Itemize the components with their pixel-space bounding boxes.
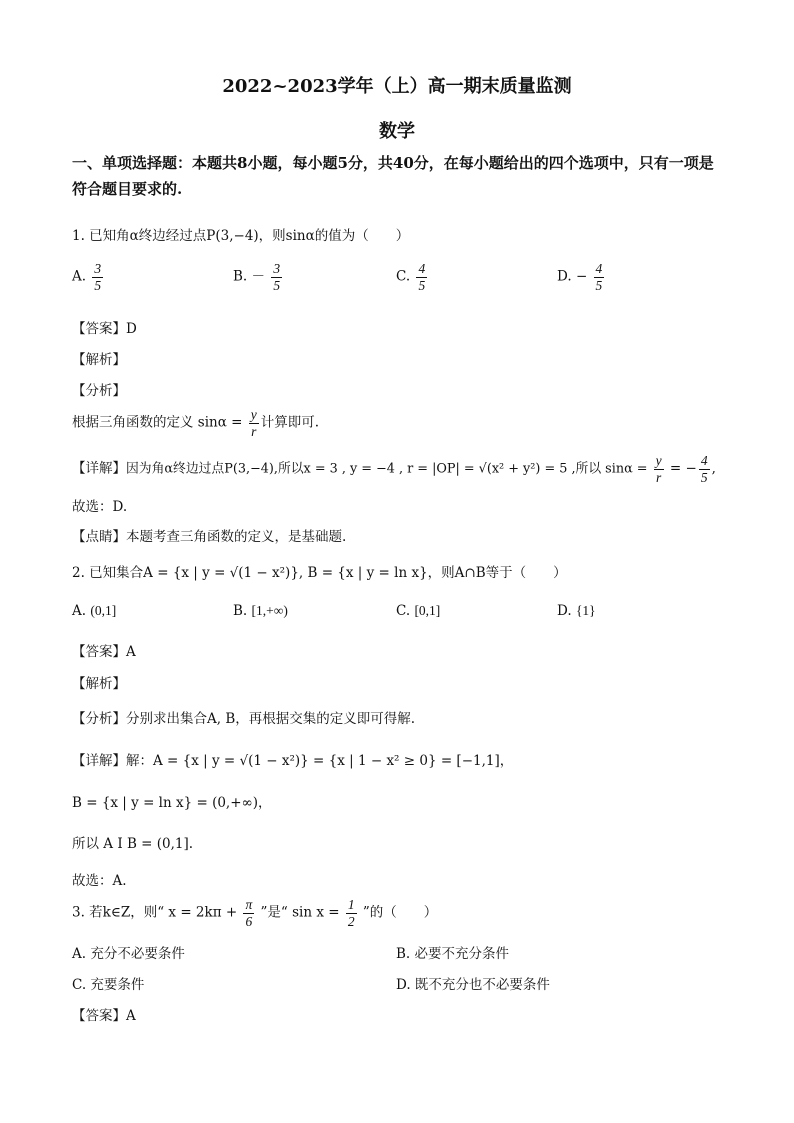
q1-option-d-label: D. <box>557 268 572 285</box>
section-heading: 一、单项选择题：本题共8小题，每小题5分，共40分，在每小题给出的四个选项中，只有一项是符合题目要求的. <box>72 154 714 198</box>
q2-option-b: B. [1,+∞) <box>233 603 288 619</box>
subject-title: 数学 <box>379 121 415 142</box>
q3-stem-fraction-2: $\frac{1}{2}$ <box>347 897 355 929</box>
q3-stem-fraction-1: $\frac{\pi}{6}$ <box>245 897 253 929</box>
q2-fenxi: 【分析】分别求出集合A, B，再根据交集的定义即可得解. <box>72 711 416 727</box>
q1-fenxi-tag: 【分析】 <box>72 383 126 399</box>
q2-xiangjie-2: B = {x | y = ln x} = (0,+∞)， <box>72 795 272 811</box>
q1-option-b-sign: － <box>251 268 266 285</box>
q1-xiangjie-fraction-1: $\frac{y}{r}$ <box>655 453 662 485</box>
q2-option-d: D. {1} <box>557 603 596 619</box>
q1-option-c <box>396 262 429 292</box>
q1-option-b-label: B. <box>233 268 248 285</box>
q3-answer: 【答案】A <box>72 1008 136 1024</box>
q1-answer: 【答案】D <box>72 321 137 337</box>
q1-option-d-fraction: $\frac{4}{5}$ <box>595 261 603 293</box>
q2-answer: 【答案】A <box>72 644 136 660</box>
q3-option-d: D. 既不充分也不必要条件 <box>396 977 550 993</box>
q2-stem: 2. 已知集合A = {x | y = √(1 − x²)}, B = {x | y = ln x}，则A∩B等于（ ） <box>72 565 567 581</box>
q1-option-c-fraction: $\frac{4}{5}$ <box>418 261 426 293</box>
q1-fenxi-text: 根据三角函数的定义 sinα = $\frac{y}{r}$ 计算即可. <box>72 407 320 439</box>
q1-option-d <box>557 262 606 292</box>
q2-xiangjie-1: 【详解】解：A = {x | y = √(1 − x²)} = {x | 1 − x² ≥ 0} = [−1,1]， <box>72 753 514 769</box>
q3-stem: 3. 若k∈Z，则“ x = 2kπ + $\frac{\pi}{6}$ ”是“ sin x = $\frac{1}{2}$ ”的（ ） <box>72 897 438 929</box>
q1-option-b-fraction: $\frac{3}{5}$ <box>273 261 281 293</box>
q1-option-a-label: A. <box>72 268 87 285</box>
q2-jiexi: 【解析】 <box>72 676 126 692</box>
q1-option-c-label: C. <box>396 268 411 285</box>
q1-xiangjie-fraction-2: $\frac{4}{5}$ <box>700 453 708 485</box>
q3-option-b: B. 必要不充分条件 <box>396 946 510 962</box>
q1-stem: 1. 已知角α终边经过点P(3,−4)，则sinα的值为（ ） <box>72 228 410 244</box>
q1-option-a <box>72 262 105 292</box>
q3-option-a: A. 充分不必要条件 <box>72 946 185 962</box>
q1-xiangjie: 【详解】因为角α终边过点P(3,−4),所以x = 3 , y = −4 , r = |OP| = √(x² + y²) = 5 ,所以 sinα = $\frac{y}{r}$ = − $\frac{4}{5}$ , <box>72 453 716 485</box>
q2-option-c: C. [0,1] <box>396 603 441 619</box>
exam-title: 2022~2023学年（上）高一期末质量监测 <box>222 76 572 97</box>
q1-choose: 故选：D. <box>72 499 128 515</box>
q1-option-d-sign: − <box>575 268 588 285</box>
q1-dianjing: 【点睛】本题考查三角函数的定义，是基础题. <box>72 529 347 545</box>
q1-option-a-fraction: $\frac{3}{5}$ <box>94 261 102 293</box>
q1-option-b <box>233 262 284 292</box>
q2-choose: 故选：A. <box>72 873 127 889</box>
q1-jiexi: 【解析】 <box>72 352 126 368</box>
q1-fenxi-fraction: $\frac{y}{r}$ <box>250 407 257 439</box>
q2-option-a: A. (0,1] <box>72 603 117 619</box>
q3-option-c: C. 充要条件 <box>72 977 145 993</box>
q2-xiangjie-3: 所以 A I B = (0,1]. <box>72 836 194 852</box>
